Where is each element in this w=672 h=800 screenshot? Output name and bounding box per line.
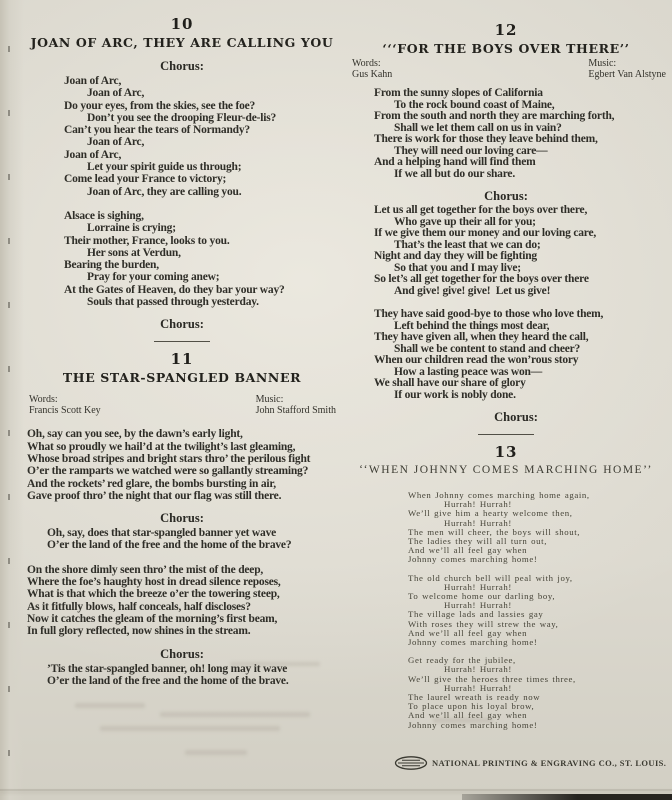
lyric-line: Night and day they will be fighting xyxy=(374,250,537,262)
lyric-line: Now it catches the gleam of the morning’s first beam, xyxy=(27,612,278,625)
lyric-line: Oh, say can you see, by the dawn’s early light, xyxy=(27,428,243,441)
lyric-line: Johnny comes marching home! xyxy=(408,719,538,730)
lyric-line: They have given all, when they heard the call, xyxy=(374,331,589,343)
lyric-line: Bearing the burden, xyxy=(64,259,159,272)
lyric-line: The ladies they will all turn out, xyxy=(408,536,548,547)
section-divider xyxy=(154,341,210,342)
lyric-line: To welcome home our darling boy, xyxy=(408,591,556,602)
right-column xyxy=(344,22,668,730)
lyric-line: And the rockets’ red glare, the bombs bursting in air, xyxy=(27,477,276,490)
lyric-line: Joan of Arc, they are calling you. xyxy=(87,185,242,198)
lyric-line: Hurrah! Hurrah! xyxy=(444,664,512,675)
lyric-line: When our children read the won’rous story xyxy=(374,354,579,366)
lyric-line: Souls that passed through yesterday. xyxy=(87,296,259,309)
stanza xyxy=(374,309,668,401)
lyric-line: How a lasting peace was won— xyxy=(394,365,543,378)
stanza xyxy=(47,527,338,552)
lyric-line: What so proudly we hail’d at the twilight’s last gleaming, xyxy=(27,440,296,453)
lyric-line: With roses they will strew the way, xyxy=(408,618,559,629)
words-label: Words: xyxy=(352,58,381,69)
lyric-line: They will need our loving care— xyxy=(394,144,548,157)
lyric-line: O’er the land of the free and the home of the brave? xyxy=(47,539,292,552)
song-title: JOAN OF ARC, THEY ARE CALLING YOU xyxy=(30,35,334,50)
bleedthrough-ghost xyxy=(230,662,320,666)
credit-music xyxy=(256,395,336,416)
lyric-line: If we give them our money and our loving care, xyxy=(374,227,597,239)
lyric-line: We’ll give him a hearty welcome then, xyxy=(408,508,573,519)
lyric-line: The men will cheer, the boys will shout, xyxy=(408,526,581,537)
lyric-line: And we’ll all feel gay when xyxy=(408,627,528,638)
lyric-line: In full glory reflected, now shines in the stream. xyxy=(27,625,251,638)
lyric-line: On the shore dimly seen thro’ the mist of the deep, xyxy=(27,563,264,576)
lyric-line: To place upon his loyal brow, xyxy=(408,701,535,712)
lyric-line: What is that which the breeze o’er the towering steep, xyxy=(27,588,280,601)
bottom-crease xyxy=(0,789,672,791)
chorus-label: Chorus: xyxy=(494,410,538,424)
lyric-line: That’s the least that we can do; xyxy=(394,238,541,251)
lyric-line: When Johnny comes marching home again, xyxy=(408,490,590,500)
lyric-line: As it fitfully blows, half conceals, half discloses? xyxy=(27,600,251,613)
stanza xyxy=(27,564,338,638)
imprint-text: NATIONAL PRINTING & ENGRAVING CO., ST. LOUIS. xyxy=(432,758,667,768)
stanza xyxy=(64,75,338,198)
lyric-line: Let us all get together for the boys over there, xyxy=(374,204,588,216)
lyric-line: Gave proof thro’ the night that our flag was still there. xyxy=(27,489,282,502)
photo-edge xyxy=(462,794,672,800)
song-number: 13 xyxy=(494,443,518,461)
lyric-line: O’er the land of the free and the home of the brave. xyxy=(47,674,289,687)
lyric-line: Hurrah! Hurrah! xyxy=(444,499,512,510)
page-fold-shadow xyxy=(0,0,24,800)
words-label: Words: xyxy=(29,394,58,406)
song-title: ‘‘WHEN JOHNNY COMES MARCHING HOME’’ xyxy=(359,464,653,476)
lyric-line: And we’ll all feel gay when xyxy=(408,710,528,721)
lyric-line: Who gave up their all for you; xyxy=(394,215,536,228)
stanza xyxy=(374,88,668,180)
lyric-line: Hurrah! Hurrah! xyxy=(444,600,512,611)
lyric-line: Lorraine is crying; xyxy=(87,222,176,235)
chorus-label: Chorus: xyxy=(484,189,528,203)
lyric-line: Where the foe’s haughty host in dread silence reposes, xyxy=(27,576,281,589)
lyric-line: Johnny comes marching home! xyxy=(408,554,538,565)
left-column xyxy=(26,16,338,687)
song-title: ‘‘‘FOR THE BOYS OVER THERE’’ xyxy=(382,41,630,56)
lyric-line: Pray for your coming anew; xyxy=(87,271,220,284)
section-divider xyxy=(478,434,534,435)
lyric-line: And give! give! give! Let us give! xyxy=(394,284,551,297)
lyric-line: The village lads and lassies gay xyxy=(408,609,544,620)
credit-words xyxy=(29,395,101,416)
music-label: Music: xyxy=(255,394,284,406)
lyric-line: Their mother, France, looks to you. xyxy=(64,234,230,247)
lyric-line: Joan of Arc, xyxy=(87,136,145,149)
bleedthrough-ghost xyxy=(160,712,310,717)
bleedthrough-ghost xyxy=(75,703,145,708)
lyric-line: ’Tis the star-spangled banner, oh! long may it wave xyxy=(47,662,288,675)
stanza xyxy=(27,428,338,502)
lyric-line: Come lead your France to victory; xyxy=(64,173,227,186)
lyric-line: Oh, say, does that star-spangled banner yet wave xyxy=(47,527,277,540)
lyric-line: Her sons at Verdun, xyxy=(87,246,181,259)
chorus-label: Chorus: xyxy=(160,646,204,661)
music-name: John Stafford Smith xyxy=(255,404,336,416)
lyric-line: Joan of Arc, xyxy=(64,75,122,87)
credit-words xyxy=(352,59,392,80)
lyric-line: Alsace is sighing, xyxy=(64,209,144,222)
song-10 xyxy=(26,16,338,342)
lyric-line: Left behind the things most dear, xyxy=(394,319,550,332)
song-number: 12 xyxy=(494,21,518,39)
words-name: Gus Kahn xyxy=(352,68,393,80)
lyric-line: Whose broad stripes and bright stars thro’ the perilous fight xyxy=(27,452,311,465)
bleedthrough-ghost xyxy=(185,750,247,755)
printer-imprint xyxy=(394,755,666,771)
lyric-line: We shall have our share of glory xyxy=(374,377,526,389)
lyric-line: At the Gates of Heaven, do they bar your way? xyxy=(64,283,285,296)
lyric-line: From the south and north they are marching forth, xyxy=(374,110,615,122)
lyric-line: Get ready for the jubilee, xyxy=(408,655,516,666)
lyric-line: If our work is nobly done. xyxy=(394,388,516,401)
lyric-line: The laurel wreath is ready now xyxy=(408,692,541,703)
credits xyxy=(344,59,668,80)
music-label: Music: xyxy=(588,58,617,69)
lyric-line: The old church bell will peal with joy, xyxy=(408,572,573,583)
printer-emblem-icon xyxy=(394,755,428,771)
lyric-line: To the rock bound coast of Maine, xyxy=(394,98,555,111)
chorus-label: Chorus: xyxy=(160,59,204,73)
lyric-line: Hurrah! Hurrah! xyxy=(444,581,512,592)
song-11 xyxy=(26,351,338,687)
lyric-line: And we’ll all feel gay when xyxy=(408,545,528,556)
stanza xyxy=(64,210,338,308)
credits xyxy=(26,395,338,416)
lyric-line: Can’t you hear the tears of Normandy? xyxy=(64,124,250,137)
lyric-line: We’ll give the heroes three times three, xyxy=(408,673,576,684)
lyric-line: There is work for those they leave behind them, xyxy=(374,133,598,145)
credit-music xyxy=(588,59,666,80)
song-title: THE STAR-SPANGLED BANNER xyxy=(62,370,302,386)
lyric-line: If we all but do our share. xyxy=(394,167,516,180)
lyric-line: Joan of Arc, xyxy=(87,87,145,100)
lyric-line: So let’s all get together for the boys over there xyxy=(374,273,589,285)
words-name: Francis Scott Key xyxy=(29,404,101,416)
binding-stitches xyxy=(8,46,10,760)
lyric-line: Hurrah! Hurrah! xyxy=(444,517,512,528)
lyric-line: Joan of Arc, xyxy=(64,148,122,161)
lyric-line: Do your eyes, from the skies, see the foe? xyxy=(64,99,256,112)
lyric-line: And a helping hand will find them xyxy=(374,156,536,168)
lyric-line: O’er the ramparts we watched were so gallantly streaming? xyxy=(27,465,309,478)
stanza xyxy=(47,663,338,688)
stanza xyxy=(374,205,668,297)
song-13 xyxy=(344,444,668,730)
bleedthrough-ghost xyxy=(433,718,493,723)
lyric-line: They have said good-bye to those who love them, xyxy=(374,308,604,320)
music-name: Egbert Van Alstyne xyxy=(588,68,666,80)
lyric-line: Hurrah! Hurrah! xyxy=(444,682,512,693)
stanza xyxy=(408,574,668,648)
lyric-line: Don’t you see the drooping Fleur-de-lis? xyxy=(87,111,277,124)
lyric-line: Shall we let them call on us in vain? xyxy=(394,121,562,134)
lyric-line: Johnny comes marching home! xyxy=(408,637,538,648)
stanza xyxy=(408,491,668,565)
lyric-line: Let your spirit guide us through; xyxy=(87,161,242,174)
song-12 xyxy=(344,22,668,435)
chorus-label: Chorus: xyxy=(160,317,204,332)
lyric-line: From the sunny slopes of California xyxy=(374,87,543,99)
song-number: 10 xyxy=(170,15,194,33)
song-number: 11 xyxy=(170,350,194,369)
bleedthrough-ghost xyxy=(100,726,280,731)
chorus-label: Chorus: xyxy=(160,511,204,526)
lyric-line: Shall we be content to stand and cheer? xyxy=(394,342,581,355)
lyric-line: So that you and I may live; xyxy=(394,261,521,274)
